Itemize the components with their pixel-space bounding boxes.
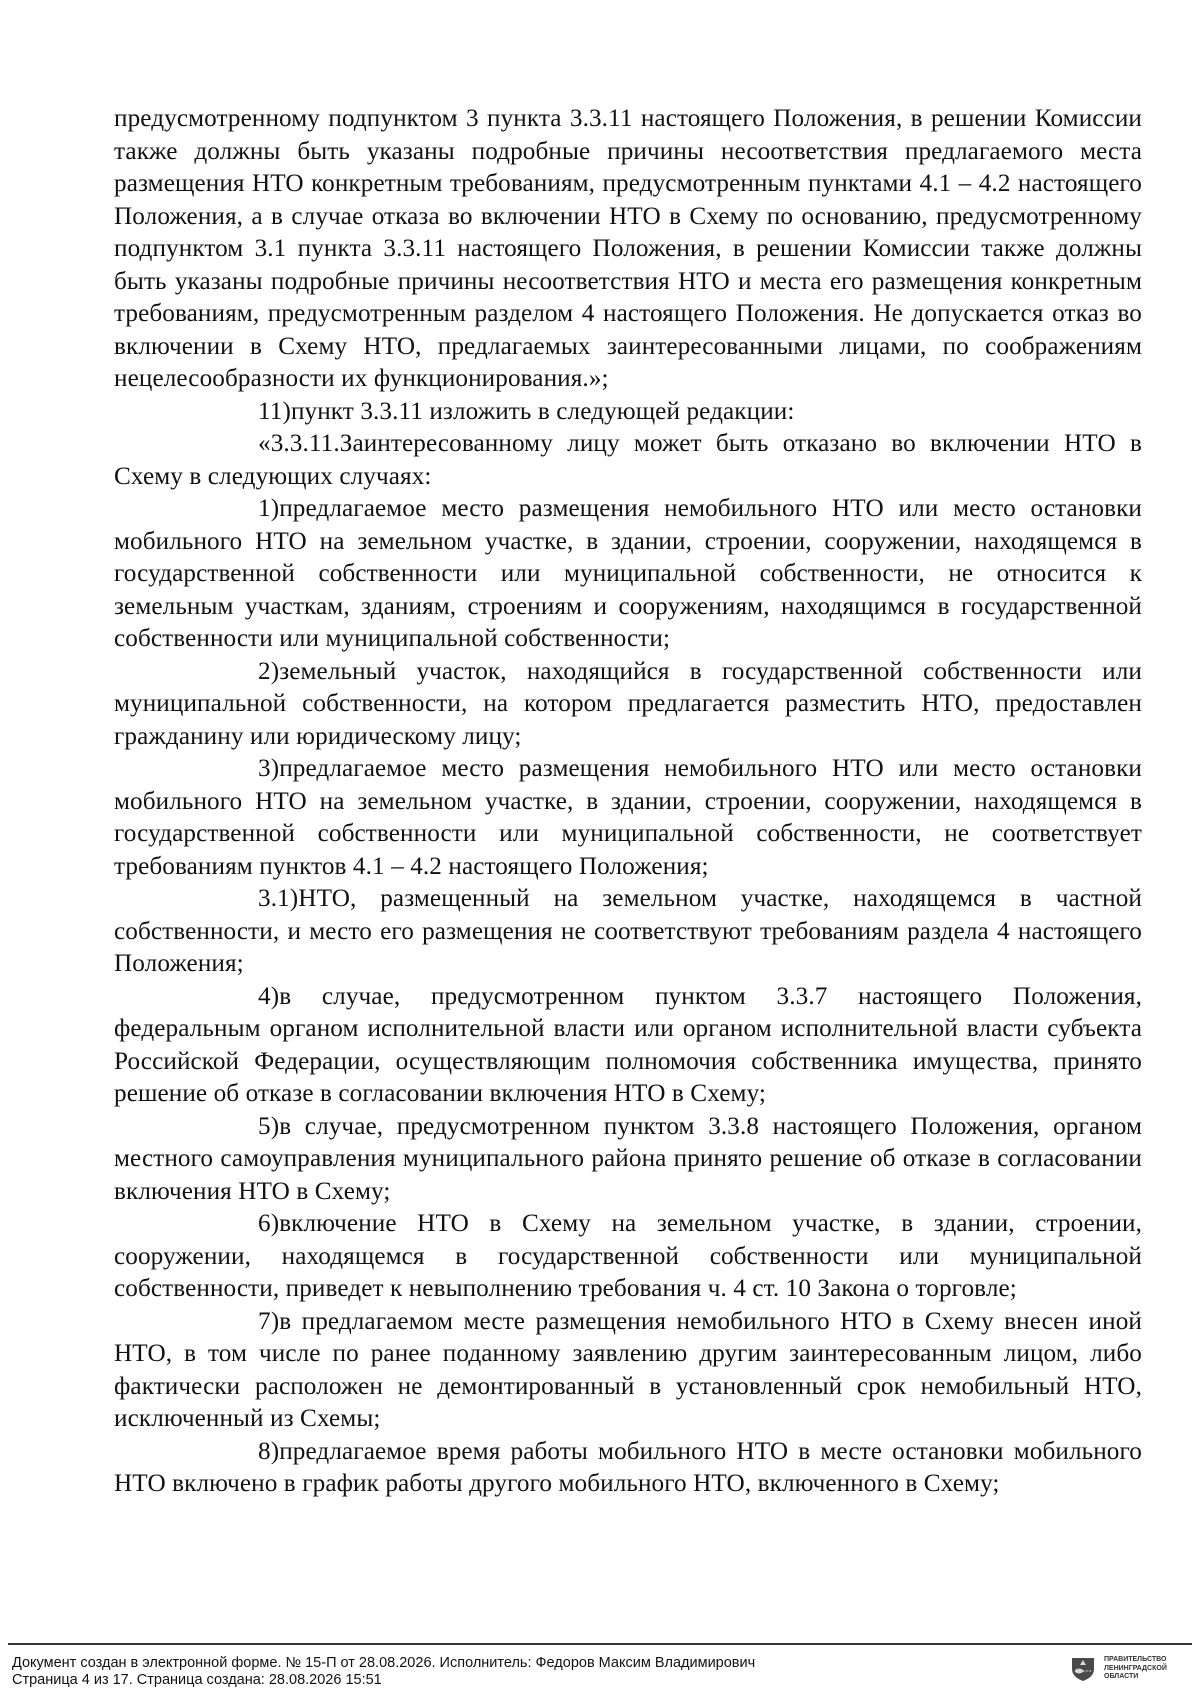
government-logo-text: [1104, 1656, 1190, 1682]
paragraph-continuation: [114, 103, 1142, 396]
paragraph-item-11: [114, 396, 1142, 429]
logo-line-3: ОБЛАСТИ: [1104, 1673, 1139, 1680]
paragraph-clause-3-3-11: [114, 428, 1142, 493]
footer-document-info: Документ создан в электронной форме. № 15-П от 28.08.2026. Исполнитель: Федоров Максим Владимирович: [12, 1655, 756, 1671]
paragraph-item-3: [114, 753, 1142, 883]
paragraph-item-5: [114, 1111, 1142, 1209]
logo-line-1: ПРАВИТЕЛЬСТВО: [1104, 1656, 1167, 1663]
page-footer: [0, 1640, 1200, 1698]
paragraph-item-4: [114, 981, 1142, 1111]
paragraph-text: включение НТО в Схему на земельном участке, в здании, строении, сооружении, находящемся в государственной собственности или муниципальной собственности, приведет к невыполнению требования ч. 4 ст. 10 Закона о торговле;: [114, 1210, 1142, 1302]
item-number: 11): [258, 397, 291, 425]
paragraph-text: в случае, предусмотренном пунктом 3.3.8 настоящего Положения, органом местного самоуправления муниципального района принято решение об отказе в согласовании включения НТО в Схему;: [114, 1112, 1142, 1205]
paragraph-text: в предлагаемом месте размещения немобильного НТО в Схему внесен иной НТО, в том числе по ранее поданному заявлению другим заинтересованным лицом, либо фактически расположен не демонтированный в установленный срок немобильный НТО, исключенный из Схемы;: [114, 1307, 1142, 1432]
clause-number: «3.3.11.: [258, 430, 340, 457]
item-number: 5): [258, 1112, 280, 1140]
item-number: 4): [258, 982, 280, 1010]
footer-info: [12, 1655, 755, 1689]
paragraph-text: НТО, размещенный на земельном участке, находящемся в частной собственности, и место его размещения не соответствуют требованиям раздела 4 настоящего Положения;: [114, 885, 1142, 977]
paragraph-item-3-1: [114, 883, 1142, 981]
paragraph-item-8: [114, 1436, 1142, 1501]
paragraph-text: Заинтересованному лицу может быть отказано во включении НТО в Схему в следующих случаях:: [114, 430, 1142, 490]
item-number: 6): [258, 1210, 280, 1237]
item-number: 1): [258, 495, 280, 522]
paragraph-item-2: [114, 656, 1142, 754]
paragraph-text: пункт 3.3.11 изложить в следующей редакции:: [290, 397, 795, 425]
logo-line-2: ЛЕНИНГРАДСКОЙ: [1104, 1664, 1167, 1672]
item-number: 3.1): [258, 885, 299, 912]
item-number: 8): [258, 1437, 280, 1465]
item-number: 3): [258, 755, 280, 782]
paragraph-text: предлагаемое место размещения немобильного НТО или место остановки мобильного НТО на земельном участке, в здании, строении, сооружении, находящемся в государственной собственности или муниципальной собственности, не соответствует требованиям пунктов 4.1 – 4.2 настоящего Положения;: [114, 755, 1142, 880]
item-number: 2): [258, 657, 280, 685]
paragraph-text: предлагаемое время работы мобильного НТО в месте остановки мобильного НТО включено в график работы другого мобильного НТО, включенного в Схему;: [114, 1437, 1142, 1497]
paragraph-item-7: [114, 1306, 1142, 1436]
footer-divider: [8, 1643, 1192, 1645]
item-number: 7): [258, 1307, 280, 1335]
paragraph-text: земельный участок, находящийся в государственной собственности или муниципальной собственности, на котором предлагается разместить НТО, предоставлен гражданину или юридическому лицу;: [114, 657, 1142, 750]
document-body: [114, 103, 1142, 1501]
paragraph-item-1: [114, 493, 1142, 656]
paragraph-text: предусмотренному подпунктом 3 пункта 3.3.11 настоящего Положения, в решении Комиссии также должны быть указаны подробные причины несоответствия предлагаемого места размещения НТО конкретным требованиям, предусмотренным пунктами 4.1 – 4.2 настоящего Положения, а в случае отказа во включении НТО в Схему по основанию, предусмотренному подпунктом 3.1 пункта 3.3.11 настоящего Положения, в решении Комиссии также должны быть указаны подробные причины несоответствия НТО и места его размещения конкретным требованиям, предусмотренным разделом 4 настоящего Положения. Не допускается отказ во включении в Схему НТО, предлагаемых заинтересованными лицами, по соображениям нецелесообразности их функционирования.»;: [114, 105, 1142, 392]
coat-of-arms-icon: [1070, 1656, 1096, 1682]
footer-page-info: Страница 4 из 17. Страница создана: 28.08.2026 15:51: [12, 1672, 382, 1688]
paragraph-item-6: [114, 1208, 1142, 1306]
paragraph-text: предлагаемое место размещения немобильного НТО или место остановки мобильного НТО на земельном участке, в здании, строении, сооружении, находящемся в государственной собственности или муниципальной собственности, не относится к земельным участкам, зданиям, строениям и сооружениям, находящимся в государственной собственности или муниципальной собственности;: [114, 495, 1142, 652]
paragraph-text: в случае, предусмотренном пунктом 3.3.7 настоящего Положения, федеральным органом исполнительной власти или органом исполнительной власти субъекта Российской Федерации, осуществляющим полномочия собственника имущества, принято решение об отказе в согласовании включения НТО в Схему;: [114, 982, 1142, 1107]
